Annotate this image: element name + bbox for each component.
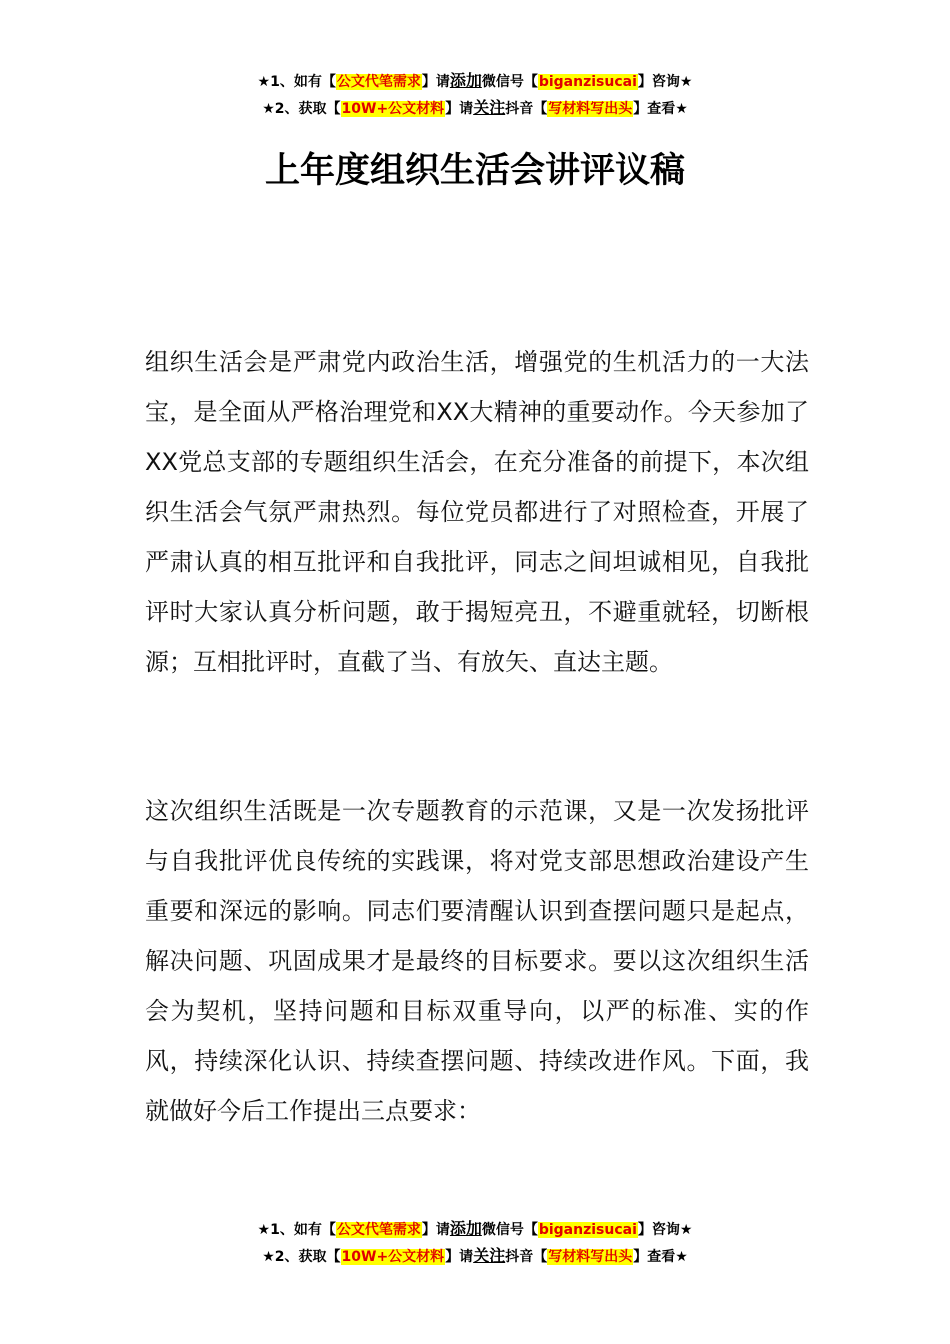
- highlight-wechat-id: biganzisucai: [538, 74, 637, 90]
- highlight-service: 公文代笔需求: [336, 74, 421, 90]
- highlight-materials: 10W+公文材料: [341, 101, 445, 117]
- banner-line-2: ★2、获取【10W+公文材料】请关注抖音【写材料写出头】查看★: [262, 1246, 688, 1265]
- banner-line-2: ★2、获取【10W+公文材料】请关注抖音【写材料写出头】查看★: [262, 98, 688, 117]
- highlight-materials: 10W+公文材料: [341, 1249, 445, 1265]
- highlight-douyin-account: 写材料写出头: [548, 1249, 633, 1265]
- highlight-wechat-id: biganzisucai: [538, 1222, 637, 1238]
- highlight-douyin-account: 写材料写出头: [548, 101, 633, 117]
- top-banner: [0, 68, 950, 122]
- highlight-service: 公文代笔需求: [336, 1222, 421, 1238]
- paragraph-2: 这次组织生活既是一次专题教育的示范课，又是一次发扬批评与自我批评优良传统的实践课，将对党支部思想政治建设产生重要和深远的影响。同志们要清醒认识到查摆问题只是起点，解决问题、巩固成果才是最终的目标要求。要以这次组织生活会为契机，坚持问题和目标双重导向，以严的标准、实的作风，持续深化认识、持续查摆问题、持续改进作风。下面，我就做好今后工作提出三点要求：: [145, 797, 809, 1125]
- bottom-banner: [0, 1216, 950, 1270]
- banner-line-1: ★1、如有【公文代笔需求】请添加微信号【biganzisucai】咨询★: [257, 71, 693, 90]
- paragraph-1: 组织生活会是严肃党内政治生活，增强党的生机活力的一大法宝，是全面从严格治理党和XX大精神的重要动作。今天参加了XX党总支部的专题组织生活会，在充分准备的前提下，本次组织生活会气氛严肃热烈。每位党员都进行了对照检查，开展了严肃认真的相互批评和自我批评，同志之间坦诚相见，自我批评时大家认真分析问题，敢于揭短亮丑，不避重就轻，切断根源；互相批评时，直截了当、有放矢、直达主题。: [145, 348, 809, 676]
- document-title: 上年度组织生活会讲评议稿: [264, 151, 685, 191]
- banner-line-1: ★1、如有【公文代笔需求】请添加微信号【biganzisucai】咨询★: [257, 1219, 693, 1238]
